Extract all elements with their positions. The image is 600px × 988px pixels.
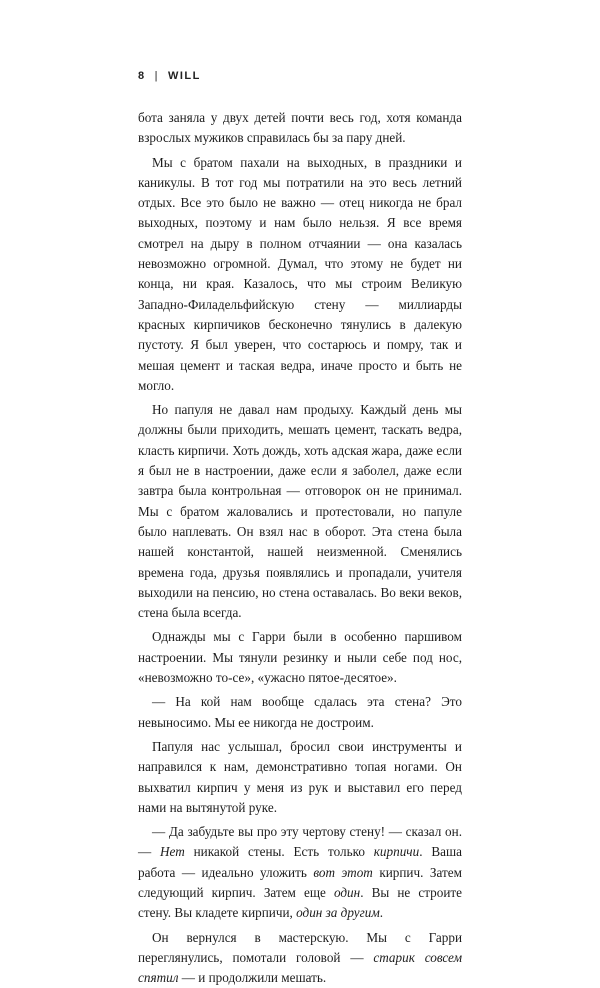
paragraph: бота заняла у двух детей почти весь год, хотя команда взрослых мужиков справилась бы за пару дней.: [138, 110, 462, 146]
running-head: [138, 70, 201, 82]
paragraph: — На кой нам вообще сдалась эта стена? Это невыносимо. Мы ее никогда не достроим.: [138, 694, 462, 730]
paragraph: Но папуля не давал нам продыху. Каждый день мы должны были приходить, мешать цемент, таскать ведра, класть кирпичи. Хоть дождь, хоть адская жара, даже если я был не в настроении, даже если я заболел, даже если завтра была контрольная — отговорок он не принимал. Мы с братом жаловались и протестовали, но папуле было наплевать. Он взял нас в оборот. Эта стена была нашей константой, нашей неизменной. Сменялись времена года, друзья появлялись и пропадали, учителя выходили на пенсию, но стена оставалась. Во веки веков, стена была всегда.: [138, 402, 462, 621]
paragraph: Папуля нас услышал, бросил свои инструменты и направился к нам, демонстративно топая ногами. Он выхватил кирпич у меня из рук и выставил его перед нами на вытянутой руке.: [138, 738, 462, 815]
emphasis: вот этот: [313, 864, 373, 880]
paragraph: — Да забудьте вы про эту чертову стену! — сказал он. — Нет никакой стены. Есть только кирпичи. Ваша работа — идеально уложить вот этот кирпич. Затем следующий кирпич. Затем еще один. Вы не строите стену. Вы кладете кирпичи, один за другим.: [138, 824, 462, 921]
header-separator: |: [154, 70, 159, 82]
emphasis: кирпичи: [373, 844, 420, 860]
emphasis: Нет: [160, 844, 185, 860]
emphasis: один: [333, 884, 361, 900]
paragraph: Однажды мы с Гарри были в особенно паршивом настроении. Мы тянули резинку и ныли себе под нос, «невозможно то-се», «ужасно пятое-десятое».: [138, 629, 462, 686]
body-text: [138, 108, 462, 988]
emphasis: один за другим: [296, 905, 380, 921]
page-number: 8: [138, 70, 146, 82]
paragraph: Мы с братом пахали на выходных, в праздники и каникулы. В тот год мы потратили на это весь летний отдых. Все это было не важно — отец никогда не брал выходных, поэтому и нам было нельзя. Я все время смотрел на дыру в полном отчаянии — она казалась невозможно огромной. Думал, что этому не будет ни конца, ни края. Казалось, что мы строим Великую Западно-Филадельфийскую стену — миллиарды красных кирпичиков бесконечно тянулись в далекую пустоту. Я был уверен, что состарюсь и помру, так и мешая цемент и таская ведра, иначе просто и быть не могло.: [138, 154, 462, 393]
paragraph: Он вернулся в мастерскую. Мы с Гарри переглянулись, помотали головой — старик совсем спятил — и продолжили мешать.: [138, 929, 463, 986]
running-title: WILL: [167, 70, 201, 82]
emphasis: старик совсем спятил: [138, 949, 463, 986]
